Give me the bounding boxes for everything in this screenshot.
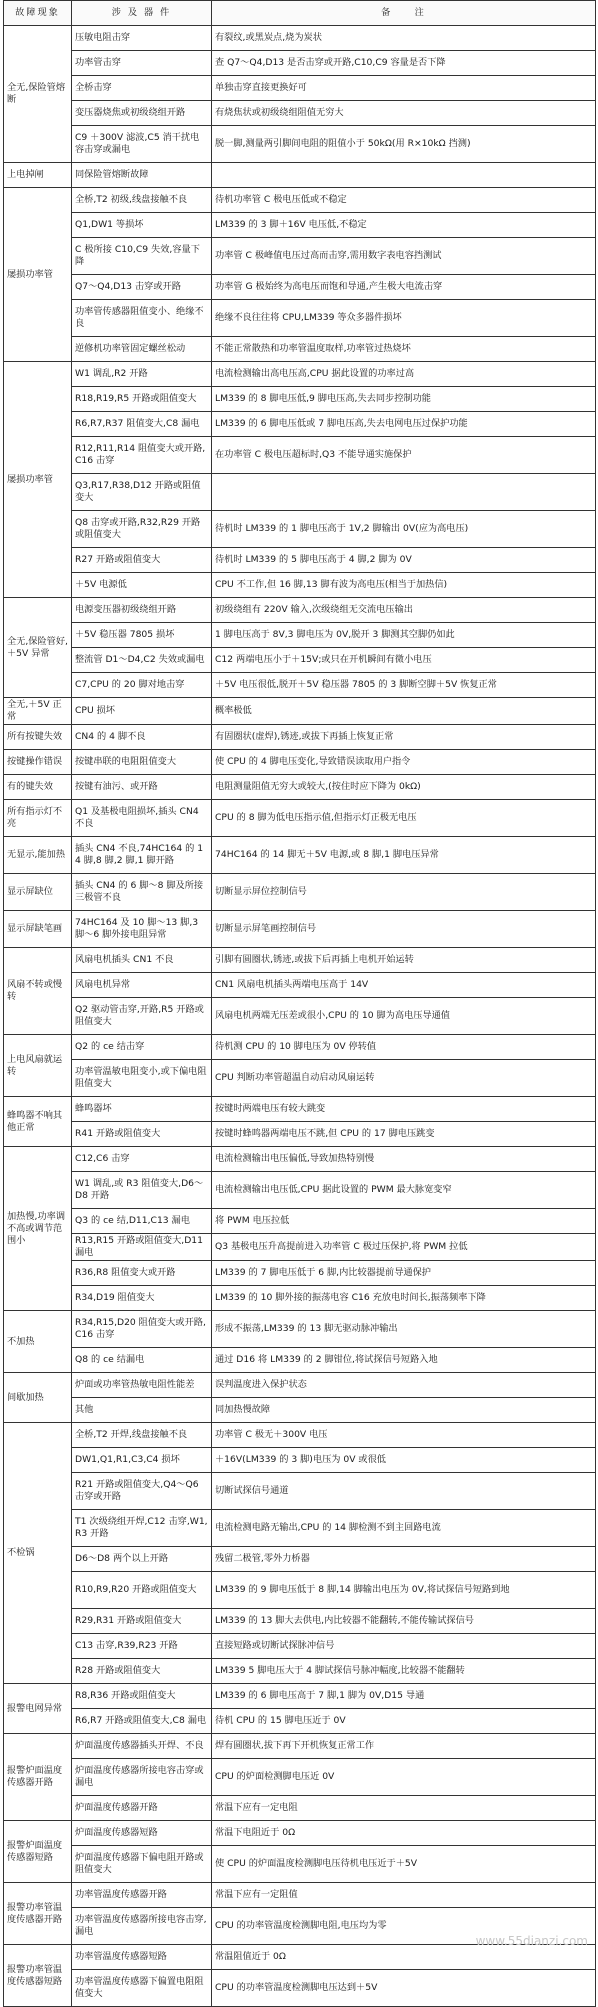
remark-cell: 电流检测输出电压偏低,导致加热特别慢 (212, 1147, 596, 1172)
table-row (4, 1311, 596, 1348)
remark-cell: CPU 判断功率管超温自动启动风扇运转 (212, 1060, 596, 1097)
component-cell: 功率管温度传感器下偏置电阻阻值变大 (72, 1970, 212, 2007)
remark-cell: LM339 的 8 脚电压低,9 脚电压高,失去同步控制功能 (212, 387, 596, 412)
component-cell: 功率管击穿 (72, 51, 212, 76)
component-cell: Q3 的 ce 结,D11,C13 漏电 (72, 1209, 212, 1234)
table-row (4, 1609, 596, 1634)
table-row (4, 1659, 596, 1684)
table-row (4, 1796, 596, 1821)
component-cell: R10,R9,R20 开路或阻值变大 (72, 1572, 212, 1609)
table-row (4, 548, 596, 573)
table-row (4, 1473, 596, 1510)
symptom-cell: 有的键失效 (4, 775, 72, 800)
symptom-cell: 全无,保险管好,＋5V 异常 (4, 598, 72, 698)
component-cell: R8,R36 开路或阻值变大 (72, 1684, 212, 1709)
symptom-cell: 屡损功率管 (4, 362, 72, 598)
remark-cell: 切断显示屏位控制信号 (212, 874, 596, 911)
component-cell: R34,D19 阻值变大 (72, 1286, 212, 1311)
remark-cell: 风扇电机两端无压差或很小,CPU 的 10 脚为高电压导通值 (212, 998, 596, 1035)
remark-cell: 常温下电阻近于 0Ω (212, 1821, 596, 1846)
component-cell: 插头 CN4 的 6 脚～8 脚及所接三极管不良 (72, 874, 212, 911)
component-cell: C12,C6 击穿 (72, 1147, 212, 1172)
table-row (4, 573, 596, 598)
remark-cell: CPU 的功率管温度检测脚电压达到＋5V (212, 1970, 596, 2007)
component-cell: C7,CPU 的 20 脚对地击穿 (72, 673, 212, 698)
symptom-cell: 按键操作错误 (4, 750, 72, 775)
table-row (4, 1448, 596, 1473)
table-row (4, 1709, 596, 1734)
table-row (4, 1634, 596, 1659)
remark-cell: 功率管 C 极峰值电压过高而击穿,需用数字表电容挡测试 (212, 238, 596, 275)
component-cell: 功率管传感器阻值变小、绝缘不良 (72, 300, 212, 337)
remark-cell: LM339 的 9 脚电压低于 8 脚,14 脚输出电压为 0V,将试探信号短路到地 (212, 1572, 596, 1609)
remark-cell: LM339 的 10 脚外接的振荡电容 C16 充放电时间长,振荡频率下降 (212, 1286, 596, 1311)
table-row (4, 1172, 596, 1209)
table-row (4, 1373, 596, 1398)
remark-cell: CPU 的炉面检测脚电压近 0V (212, 1759, 596, 1796)
component-cell: 炉面温度传感器开路 (72, 1796, 212, 1821)
component-cell: R18,R19,R5 开路或阻值变大 (72, 387, 212, 412)
remark-cell: 单独击穿直接更换好可 (212, 76, 596, 101)
component-cell: Q2 驱动管击穿,开路,R5 开路或阻值变大 (72, 998, 212, 1035)
remark-cell: CN1 风扇电机插头两端电压高于 14V (212, 973, 596, 998)
component-cell: R29,R31 开路或阻值变大 (72, 1609, 212, 1634)
remark-cell: 概率极低 (212, 698, 596, 725)
table-row (4, 51, 596, 76)
component-cell: R27 开路或阻值变大 (72, 548, 212, 573)
component-cell: W1 调乱,R2 开路 (72, 362, 212, 387)
symptom-cell: 显示屏缺位 (4, 874, 72, 911)
remark-cell: CPU 的 8 脚为低电压指示值,但指示灯正极无电压 (212, 800, 596, 837)
symptom-cell: 报警炉面温度传感器短路 (4, 1821, 72, 1883)
remark-cell: LM339 的 7 脚电压低于 6 脚,内比较器提前导通保护 (212, 1261, 596, 1286)
component-cell: 炉面温度传感器插头开焊、不良 (72, 1734, 212, 1759)
remark-cell: 电流检测输出高电压高,CPU 据此设置的功率过高 (212, 362, 596, 387)
component-cell: DW1,Q1,R1,C3,C4 损坏 (72, 1448, 212, 1473)
remark-cell: 待机时 LM339 的 5 脚电压高于 4 脚,2 脚为 0V (212, 548, 596, 573)
fault-table (3, 0, 596, 2007)
table-row (4, 1684, 596, 1709)
component-cell: 炉面温度传感器下偏电阻开路或阻值变大 (72, 1846, 212, 1883)
remark-cell: 切断试探信号通道 (212, 1473, 596, 1510)
table-row (4, 1234, 596, 1261)
component-cell: R41 开路或阻值变大 (72, 1122, 212, 1147)
remark-cell: 在功率管 C 极电压超标时,Q3 不能导通实施保护 (212, 437, 596, 474)
remark-cell: 待机测 CPU 的 10 脚电压为 0V 停转值 (212, 1035, 596, 1060)
component-cell: R21 开路或阻值变大,Q4～Q6 击穿或开路 (72, 1473, 212, 1510)
component-cell: 同保险管熔断故障 (72, 163, 212, 188)
table-row (4, 1547, 596, 1572)
component-cell: 蜂鸣器坏 (72, 1097, 212, 1122)
remark-cell: LM339 的 13 脚大去供电,内比较器不能翻转,不能传输试探信号 (212, 1609, 596, 1634)
table-row (4, 837, 596, 874)
symptom-cell: 上电掉闸 (4, 163, 72, 188)
table-row (4, 1423, 596, 1448)
component-cell: 风扇电机异常 (72, 973, 212, 998)
table-row (4, 412, 596, 437)
remark-cell: 初级绕组有 220V 输入,次级绕组无交流电压输出 (212, 598, 596, 623)
table-row (4, 188, 596, 213)
remark-cell: 误判温度进入保护状态 (212, 1373, 596, 1398)
table-row (4, 1097, 596, 1122)
component-cell: 炉面温度传感器所接电容击穿或漏电 (72, 1759, 212, 1796)
component-cell: 功率管温度传感器所接电容击穿,漏电 (72, 1908, 212, 1945)
symptom-cell: 不加热 (4, 1311, 72, 1373)
remark-cell: 焊有圆圈状,拔下再下开机恢复正常工作 (212, 1734, 596, 1759)
symptom-cell: 所有按键失效 (4, 725, 72, 750)
component-cell: D6～D8 两个以上开路 (72, 1547, 212, 1572)
symptom-cell: 显示屏缺笔画 (4, 911, 72, 948)
component-cell: R36,R8 阻值变大或开路 (72, 1261, 212, 1286)
table-row (4, 1883, 596, 1908)
component-cell: 风扇电机插头 CN1 不良 (72, 948, 212, 973)
remark-cell: 74HC164 的 14 脚无＋5V 电源,或 8 脚,1 脚电压异常 (212, 837, 596, 874)
table-row (4, 775, 596, 800)
component-cell: Q1,DW1 等损坏 (72, 213, 212, 238)
remark-cell: 绝缘不良往往将 CPU,LM339 等众多器件损坏 (212, 300, 596, 337)
table-row (4, 1286, 596, 1311)
table-row (4, 474, 596, 511)
table-row (4, 1734, 596, 1759)
remark-cell: Q3 基极电压升高提前进入功率管 C 极过压保护,将 PWM 拉低 (212, 1234, 596, 1261)
table-row (4, 238, 596, 275)
component-cell: C9 ＋300V 滤波,C5 消干扰电容击穿或漏电 (72, 126, 212, 163)
table-row (4, 1209, 596, 1234)
table-row (4, 874, 596, 911)
symptom-cell: 全无,＋5V 正常 (4, 698, 72, 725)
remark-cell: 功率管 C 极无＋300V 电压 (212, 1423, 596, 1448)
remark-cell: 待机 CPU 的 15 脚电压近于 0V (212, 1709, 596, 1734)
remark-cell: 常温阻值近于 0Ω (212, 1945, 596, 1970)
component-cell: ＋5V 电源低 (72, 573, 212, 598)
remark-cell: 按键时两端电压有较大跳变 (212, 1097, 596, 1122)
component-cell: R12,R11,R14 阻值变大或开路,C16 击穿 (72, 437, 212, 474)
header-remark: 备 注 (212, 1, 596, 26)
component-cell: ＋5V 稳压器 7805 损坏 (72, 623, 212, 648)
component-cell: Q2 的 ce 结击穿 (72, 1035, 212, 1060)
symptom-cell: 报警炉面温度传感器开路 (4, 1734, 72, 1821)
table-row (4, 126, 596, 163)
symptom-cell: 不检锅 (4, 1423, 72, 1684)
component-cell: Q8 击穿或开路,R32,R29 开路或阻值变大 (72, 511, 212, 548)
remark-cell (212, 163, 596, 188)
table-row (4, 598, 596, 623)
component-cell: Q3,R17,R38,D12 开路或阻值变大 (72, 474, 212, 511)
table-row (4, 362, 596, 387)
table-row (4, 623, 596, 648)
table-row (4, 673, 596, 698)
component-cell: C13 击穿,R39,R23 开路 (72, 1634, 212, 1659)
remark-cell: 常温下应有一定电阻 (212, 1796, 596, 1821)
component-cell: 功率管温度传感器短路 (72, 1945, 212, 1970)
remark-cell: 直接短路或切断试探脉冲信号 (212, 1634, 596, 1659)
component-cell: 按键串联的电阻阻值变大 (72, 750, 212, 775)
symptom-cell: 无显示,能加热 (4, 837, 72, 874)
table-row (4, 1147, 596, 1172)
remark-cell: C12 两端电压小于＋15V;或只在开机瞬间有微小电压 (212, 648, 596, 673)
remark-cell: LM339 的 3 脚＋16V 电压低,不稳定 (212, 213, 596, 238)
component-cell: CPU 损坏 (72, 698, 212, 725)
watermark: www.55dianzi.com (475, 1934, 588, 1948)
symptom-cell: 报警电网异常 (4, 1684, 72, 1734)
remark-cell: 1 脚电压高于 8V,3 脚电压为 0V,脱开 3 脚测其空脚仍如此 (212, 623, 596, 648)
remark-cell: 同加热慢故障 (212, 1398, 596, 1423)
table-row (4, 76, 596, 101)
component-cell: 电源变压器初级绕组开路 (72, 598, 212, 623)
component-cell: Q1 及基极电阻损坏,插头 CN4 不良 (72, 800, 212, 837)
component-cell: 其他 (72, 1398, 212, 1423)
remark-cell: CPU 的功率管温度检测脚电阻,电压均为零 (212, 1908, 596, 1945)
component-cell: 压敏电阻击穿 (72, 26, 212, 51)
component-cell: R13,R15 开路或阻值变大,D11 漏电 (72, 1234, 212, 1261)
component-cell: 全桥,T2 开焊,线盘接触不良 (72, 1423, 212, 1448)
remark-cell: 脱一脚,测量两引脚间电阻的阻值小于 50kΩ(用 R×10kΩ 挡测) (212, 126, 596, 163)
remark-cell: CPU 不工作,但 16 脚,13 脚有波为高电压(相当于加热信) (212, 573, 596, 598)
symptom-cell: 风扇不转或慢转 (4, 948, 72, 1035)
remark-cell: ＋5V 电压很低,脱开＋5V 稳压器 7805 的 3 脚断空脚＋5V 恢复正常 (212, 673, 596, 698)
table-row (4, 750, 596, 775)
remark-cell: ＋16V(LM339 的 3 脚)电压为 0V 或很低 (212, 1448, 596, 1473)
symptom-cell: 报警功率管温度传感器短路 (4, 1945, 72, 2007)
symptom-cell: 全无,保险管熔断 (4, 26, 72, 163)
remark-cell: 使 CPU 的炉面温度检测脚电压待机电压近于＋5V (212, 1846, 596, 1883)
table-row (4, 1945, 596, 1970)
component-cell: 逆修机功率管固定螺丝松动 (72, 337, 212, 362)
table-row (4, 387, 596, 412)
component-cell: 整流管 D1～D4,C2 失效或漏电 (72, 648, 212, 673)
component-cell: 按键有油污、或开路 (72, 775, 212, 800)
component-cell: 炉面或功率管热敏电阻性能差 (72, 1373, 212, 1398)
header-component: 涉 及 器 件 (72, 1, 212, 26)
table-row (4, 163, 596, 188)
component-cell: W1 调乱,或 R3 阻值变大,D6～D8 开路 (72, 1172, 212, 1209)
remark-cell: 形成不振荡,LM339 的 13 脚无驱动脉冲输出 (212, 1311, 596, 1348)
remark-cell: 待机功率管 C 极电压低或不稳定 (212, 188, 596, 213)
symptom-cell: 间歇加热 (4, 1373, 72, 1423)
symptom-cell: 报警功率管温度传感器开路 (4, 1883, 72, 1945)
remark-cell: 有烧焦状或初级绕组阻值无穷大 (212, 101, 596, 126)
header-symptom: 故障现象 (4, 1, 72, 26)
remark-cell: 不能正常散热和功率管温度取样,功率管过热烧坏 (212, 337, 596, 362)
component-cell: R6,R7,R37 阻值变大,C8 漏电 (72, 412, 212, 437)
remark-cell: 常温下应有一定阻值 (212, 1883, 596, 1908)
component-cell: R6,R7 开路或阻值变大,C8 漏电 (72, 1709, 212, 1734)
table-row (4, 1398, 596, 1423)
table-row (4, 337, 596, 362)
table-row (4, 648, 596, 673)
component-cell: 全桥,T2 初级,线盘接触不良 (72, 188, 212, 213)
remark-cell: 将 PWM 电压拉低 (212, 1209, 596, 1234)
table-row (4, 911, 596, 948)
component-cell: 功率管温度传感器开路 (72, 1883, 212, 1908)
component-cell: T1 次级绕组开焊,C12 击穿,W1,R3 开路 (72, 1510, 212, 1547)
table-row (4, 1060, 596, 1097)
component-cell: Q8 的 ce 结漏电 (72, 1348, 212, 1373)
remark-cell: 有裂纹,或黑炭点,烧为炭状 (212, 26, 596, 51)
remark-cell: LM339 的 6 脚电压低或 7 脚电压高,失去电网电压过保护功能 (212, 412, 596, 437)
table-row (4, 725, 596, 750)
table-row (4, 1846, 596, 1883)
component-cell: 功率管温敏电阻变小,或下偏电阻阻值变大 (72, 1060, 212, 1097)
symptom-cell: 屡损功率管 (4, 188, 72, 362)
component-cell: 插头 CN4 不良,74HC164 的 14 脚,8 脚,2 脚,1 脚开路 (72, 837, 212, 874)
remark-cell: 功率管 G 极始终为高电压而饱和导通,产生极大电流击穿 (212, 275, 596, 300)
symptom-cell: 蜂鸣器不响其他正常 (4, 1097, 72, 1147)
remark-cell: 电流检测电路无输出,CPU 的 14 脚检测不到主回路电流 (212, 1510, 596, 1547)
table-row (4, 973, 596, 998)
remark-cell: 按键时蜂鸣器两端电压不跳,但 CPU 的 17 脚电压跳变 (212, 1122, 596, 1147)
component-cell: 变压器烧焦或初级绕组开路 (72, 101, 212, 126)
table-row (4, 26, 596, 51)
remark-cell: LM339 的 6 脚电压高于 7 脚,1 脚为 0V,D15 导通 (212, 1684, 596, 1709)
table-row (4, 998, 596, 1035)
table-row (4, 1122, 596, 1147)
table-row (4, 698, 596, 725)
remark-cell: 残留二极管,零外力桥器 (212, 1547, 596, 1572)
component-cell: 炉面温度传感器短路 (72, 1821, 212, 1846)
remark-cell: 有固圈状(虚焊),锈迹,或拔下再插上恢复正常 (212, 725, 596, 750)
component-cell: CN4 的 4 脚不良 (72, 725, 212, 750)
component-cell: C 极所接 C10,C9 失效,容量下降 (72, 238, 212, 275)
component-cell: R34,R15,D20 阻值变大或开路,C16 击穿 (72, 1311, 212, 1348)
table-row (4, 511, 596, 548)
table-row (4, 948, 596, 973)
component-cell: Q7～Q4,D13 击穿或开路 (72, 275, 212, 300)
header-row (4, 1, 596, 26)
table-row (4, 300, 596, 337)
component-cell: 74HC164 及 10 脚～13 脚,3 脚～6 脚外接电阻异常 (72, 911, 212, 948)
component-cell: R28 开路或阻值变大 (72, 1659, 212, 1684)
table-row (4, 800, 596, 837)
fault-table-body (4, 26, 596, 2007)
table-row (4, 1510, 596, 1547)
component-cell: 全桥击穿 (72, 76, 212, 101)
remark-cell: 电流检测输出电压低,CPU 据此设置的 PWM 最大脉宽变窄 (212, 1172, 596, 1209)
remark-cell: 查 Q7～Q4,D13 是否击穿或开路,C10,C9 容量是否下降 (212, 51, 596, 76)
table-row (4, 1970, 596, 2007)
table-row (4, 213, 596, 238)
remark-cell: 使 CPU 的 4 脚电压变化,导致错误读取用户指令 (212, 750, 596, 775)
table-row (4, 437, 596, 474)
remark-cell: 待机时 LM339 的 1 脚电压高于 1V,2 脚输出 0V(应为高电压) (212, 511, 596, 548)
symptom-cell: 所有指示灯不亮 (4, 800, 72, 837)
symptom-cell: 加热慢,功率调不高或调节范围小 (4, 1147, 72, 1311)
table-row (4, 1759, 596, 1796)
remark-cell (212, 474, 596, 511)
table-row (4, 1035, 596, 1060)
table-row (4, 1261, 596, 1286)
table-row (4, 1821, 596, 1846)
remark-cell: LM339 5 脚电压大于 4 脚试探信号脉冲幅度,比较器不能翻转 (212, 1659, 596, 1684)
remark-cell: 电阻测量阻值无穷大或较大,(按住时应下降为 0kΩ) (212, 775, 596, 800)
remark-cell: 引脚有圆圈状,锈迹,或拔下后再插上电机开始运转 (212, 948, 596, 973)
table-row (4, 1348, 596, 1373)
table-row (4, 275, 596, 300)
table-row (4, 1572, 596, 1609)
remark-cell: 通过 D16 将 LM339 的 2 脚钳位,将试探信号短路入地 (212, 1348, 596, 1373)
table-row (4, 101, 596, 126)
remark-cell: 切断显示屏笔画控制信号 (212, 911, 596, 948)
symptom-cell: 上电风扇就运转 (4, 1035, 72, 1097)
